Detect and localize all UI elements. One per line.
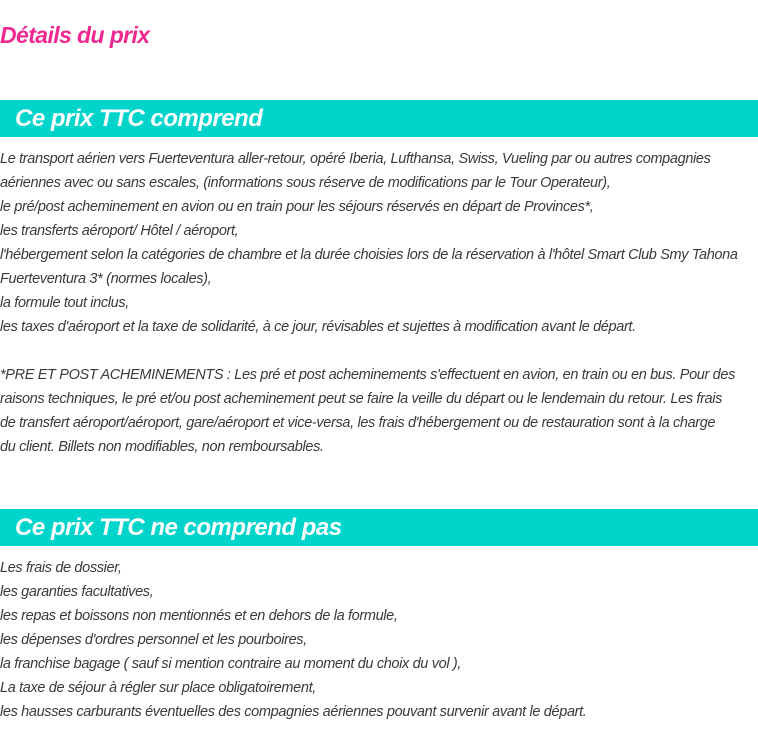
note-line: du client. Billets non modifiables, non remboursables. — [0, 439, 324, 455]
included-item: le pré/post acheminement en avion ou en train pour les séjours réservés en départ de Provinces*, — [0, 199, 594, 215]
note-line: de transfert aéroport/aéroport, gare/aéroport et vice-versa, les frais d'hébergement ou de restauration sont à la charge — [0, 415, 716, 431]
excluded-item: les dépenses d'ordres personnel et les pourboires, — [0, 632, 307, 648]
excluded-item: les garanties facultatives, — [0, 584, 154, 600]
excluded-item: les hausses carburants éventuelles des compagnies aériennes pouvant survenir avant le départ. — [0, 704, 587, 720]
excluded-item: les repas et boissons non mentionnés et en dehors de la formule, — [0, 608, 398, 624]
note-line: *PRE ET POST ACHEMINEMENTS : Les pré et post acheminements s'effectuent en avion, en train ou en bus. Pour des — [0, 367, 736, 383]
included-item: Le transport aérien vers Fuerteventura aller-retour, opéré Iberia, Lufthansa, Swiss, Vueling par ou autres compagnies — [0, 151, 711, 167]
included-item: les transferts aéroport/ Hôtel / aéroport, — [0, 223, 239, 239]
excluded-item: la franchise bagage ( sauf si mention contraire au moment du choix du vol ), — [0, 656, 462, 672]
included-item: l'hébergement selon la catégories de chambre et la durée choisies lors de la réservation à l'hôtel Smart Club Smy Tahona — [0, 247, 738, 263]
excluded-item: La taxe de séjour à régler sur place obligatoirement, — [0, 680, 316, 696]
excluded-section-heading: Ce prix TTC ne comprend pas — [0, 509, 758, 546]
note-line: raisons techniques, le pré et/ou post acheminement peut se faire la veille du départ ou le lendemain du retour. Les frais — [0, 391, 723, 407]
excluded-item: Les frais de dossier, — [0, 560, 122, 576]
included-item: les taxes d'aéroport et la taxe de solidarité, à ce jour, révisables et sujettes à modification avant le départ. — [0, 319, 636, 335]
included-section-heading: Ce prix TTC comprend — [0, 100, 758, 137]
page-title: Détails du prix — [0, 22, 150, 48]
excluded-list — [0, 556, 758, 724]
included-item: Fuerteventura 3* (normes locales), — [0, 271, 212, 287]
included-item: la formule tout inclus, — [0, 295, 129, 311]
pre-post-transport-note — [0, 363, 758, 459]
included-list — [0, 147, 758, 339]
included-item: aériennes avec ou sans escales, (informations sous réserve de modifications par le Tour Operateur), — [0, 175, 611, 191]
